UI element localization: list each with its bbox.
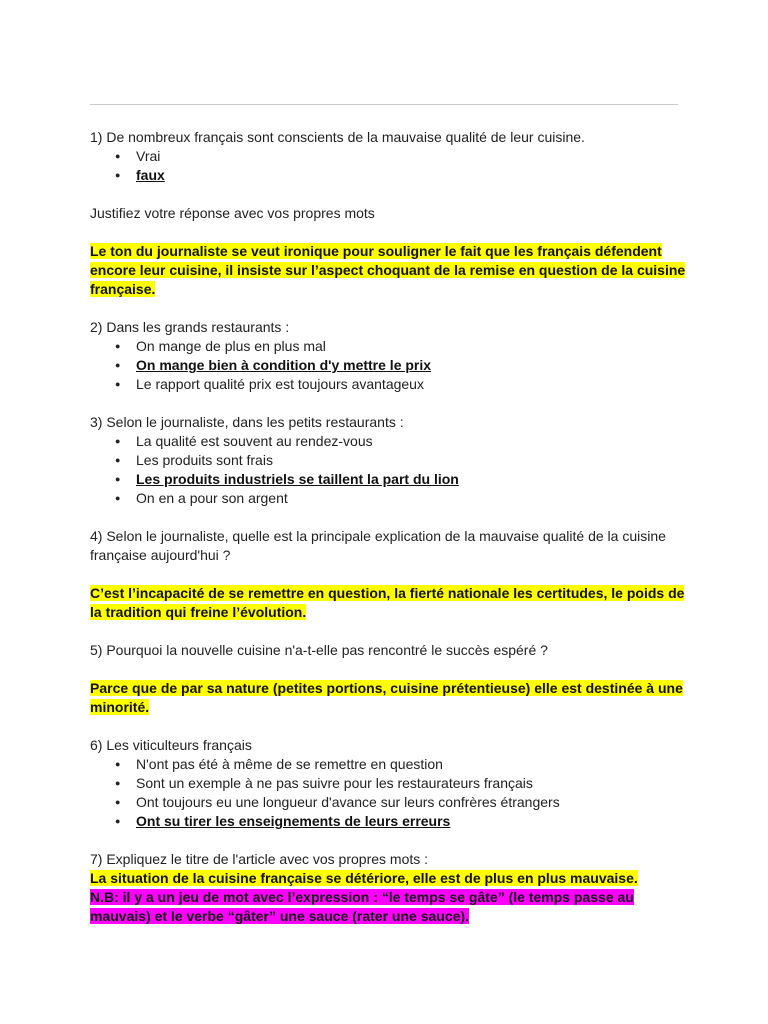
question-3-options: [90, 432, 690, 508]
document-body: [90, 128, 690, 926]
correct-answer: On mange bien à condition d'y mettre le prix: [136, 357, 432, 373]
q6-option-3: ● Ont toujours eu une longueur d'avance sur leurs confrères étrangers: [90, 793, 690, 812]
q1-option-vrai: ● Vrai: [90, 147, 690, 166]
question-7: 7) Expliquez le titre de l'article avec vos propres mots :: [90, 851, 429, 867]
q3-option-4: ● On en a pour son argent: [90, 489, 690, 508]
question-6: 6) Les viticulteurs français: [90, 737, 252, 753]
q2-option-3: ● Le rapport qualité prix est toujours avantageux: [90, 375, 690, 394]
q1-prompt: Justifiez votre réponse avec vos propres mots: [90, 205, 375, 221]
q7-answer: [90, 869, 690, 888]
question-1: 1) De nombreux français sont conscients de la mauvaise qualité de leur cuisine.: [90, 129, 585, 145]
correct-answer: Ont su tirer les enseignements de leurs erreurs: [136, 813, 451, 829]
correct-answer: faux: [136, 167, 165, 183]
question-1-options: [90, 147, 690, 185]
question-2-options: [90, 337, 690, 394]
q2-option-1: ● On mange de plus en plus mal: [90, 337, 690, 356]
q2-option-2-correct: [90, 356, 690, 375]
question-6-options: [90, 755, 690, 831]
q3-option-2: ● Les produits sont frais: [90, 451, 690, 470]
q1-answer: [90, 242, 690, 299]
q6-option-2: ● Sont un exemple à ne pas suivre pour les restaurateurs français: [90, 774, 690, 793]
q3-option-3-correct: [90, 470, 690, 489]
correct-answer: Les produits industriels se taillent la part du lion: [136, 471, 459, 487]
header-divider: [90, 104, 678, 105]
highlighted-answer: C’est l’incapacité de se remettre en question, la fierté nationale les certitudes, le poids de la tradition qui freine l’évolution.: [90, 585, 685, 620]
q1-option-faux-correct: [90, 166, 690, 185]
q4-answer: [90, 584, 690, 622]
question-5: 5) Pourquoi la nouvelle cuisine n'a-t-elle pas rencontré le succès espéré ?: [90, 642, 548, 658]
q6-option-1: ● N'ont pas été à même de se remettre en question: [90, 755, 690, 774]
highlighted-answer: Parce que de par sa nature (petites portions, cuisine prétentieuse) elle est destinée à une minorité.: [90, 680, 683, 715]
q5-answer: [90, 679, 690, 717]
highlighted-answer: La situation de la cuisine française se détériore, elle est de plus en plus mauvaise.: [90, 870, 638, 886]
q6-option-4-correct: [90, 812, 690, 831]
question-4: 4) Selon le journaliste, quelle est la principale explication de la mauvaise qualité de la cuisine française aujourd'hui ?: [90, 528, 666, 563]
q3-option-1: ● La qualité est souvent au rendez-vous: [90, 432, 690, 451]
q7-note: [90, 888, 690, 926]
question-2: 2) Dans les grands restaurants :: [90, 319, 290, 335]
highlighted-answer: Le ton du journaliste se veut ironique pour souligner le fait que les français défendent encore leur cuisine, il insiste sur l’aspect choquant de la remise en question de la cuisine française.: [90, 243, 686, 297]
highlighted-note: N.B: il y a un jeu de mot avec l’expression : “le temps se gâte” (le temps passe au mauvais) et le verbe “gâter” une sauce (rater une sauce).: [90, 889, 634, 924]
question-3: 3) Selon le journaliste, dans les petits restaurants :: [90, 414, 404, 430]
